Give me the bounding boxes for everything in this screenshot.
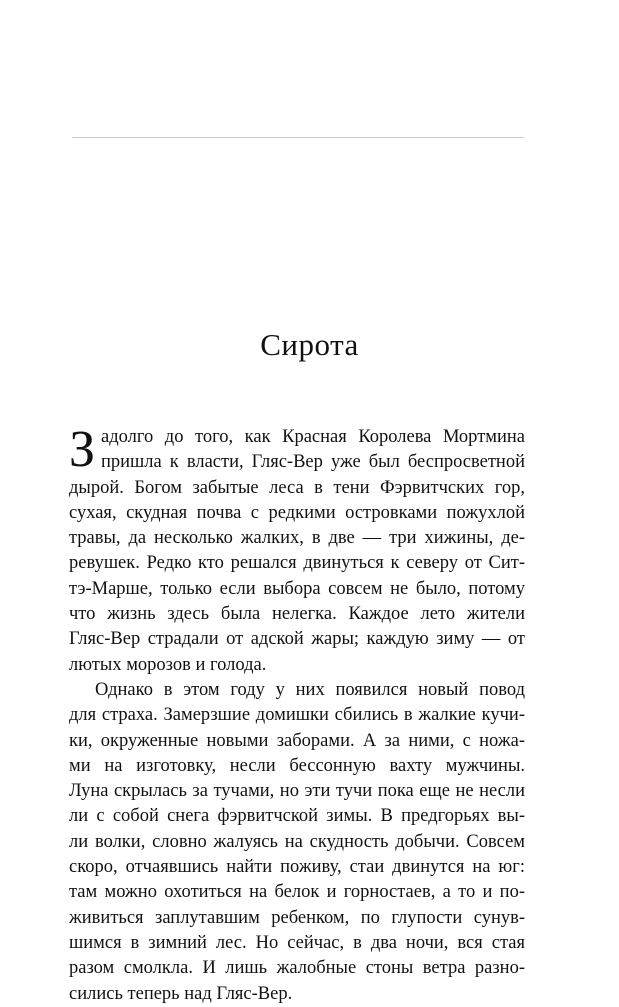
text-line: ревушек. Редко кто решался двинуться к северу от Сит- [69,553,525,574]
text-line: пришла к власти, Гляс-Вер уже был беспросветной [101,452,525,473]
text-line: дырой. Богом забытые леса в тени Фэрвитчских гор, [69,477,525,498]
paragraph-1 [69,421,525,678]
text-line: травы, да несколько жалких, в две — три хижины, де- [69,528,525,549]
text-line: сились теперь над Гляс-Вер. [69,983,293,1004]
text-line: там можно охотиться на белок и горностаев, а то и по- [69,882,525,903]
paragraph-2 [69,678,525,1007]
text-line: ми на изготовку, несли бессонную вахту мужчины. [69,755,525,776]
text-line: адолго до того, как Красная Королева Мортмина [101,427,525,447]
text-line: ли волки, словно жалуясь на скудность добычи. Совсем [69,831,525,852]
text-line: лютых морозов и голода. [69,654,267,675]
text-line: ки, окруженные новыми заборами. А за ними, с ножа- [69,730,525,751]
header-rule [72,137,524,138]
text-line: сухая, скудная почва с редкими островками пожухлой [69,502,525,523]
text-line: для страха. Замерзшие домишки сбились в жалкие кучи- [69,705,525,726]
text-line: тэ-Марше, только если выбора совсем не было, потому [69,578,525,599]
text-line: шимся в зимний лес. Но сейчас, в два ночи, вся стая [69,932,525,953]
text-line: разом смолкла. И лишь жалобные стоны ветра разно- [69,958,525,979]
text-line: Однако в этом году у них появился новый повод [95,679,525,700]
chapter-text [69,421,525,1007]
text-line: Гляс-Вер страдали от адской жары; каждую зиму — от [69,629,525,650]
text-line: ли с собой снега фэрвитчской зимы. В предгорьях вы- [69,806,525,827]
drop-cap: З [69,421,96,478]
text-line: скоро, отчаявшись найти поживу, стаи двинутся на юг: [69,857,525,878]
text-line: живиться заплутавшим ребенком, по глупости сунув- [69,907,525,928]
text-line: Луна скрылась за тучами, но эти тучи пока еще не несли [69,781,525,802]
text-line: что жизнь здесь была нелегка. Каждое лето жители [69,604,525,625]
chapter-title: Сирота [260,327,359,362]
